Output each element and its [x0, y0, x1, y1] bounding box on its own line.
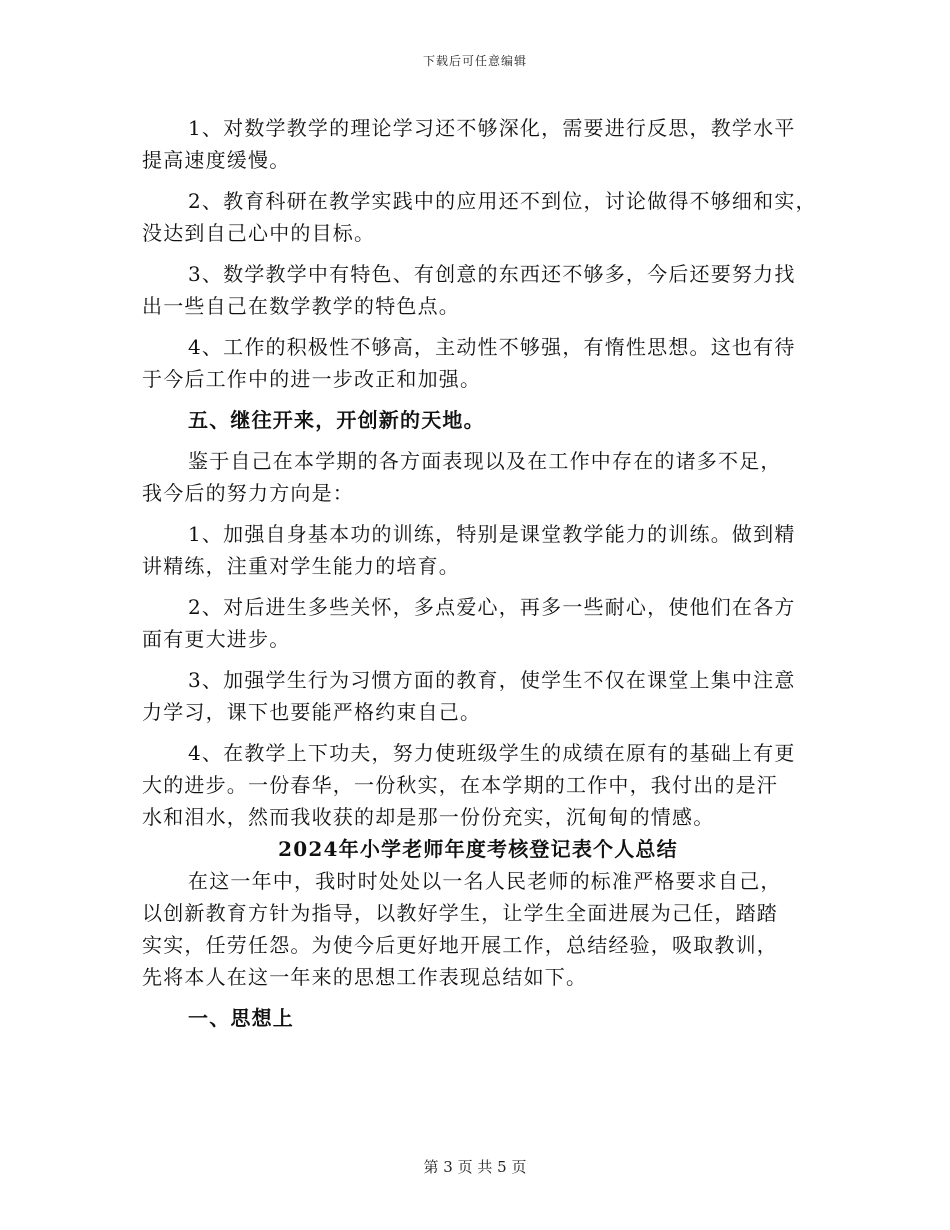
text-line: 4、在教学上下功夫，努力使班级学生的成绩在原有的基础上有更: [188, 741, 796, 765]
text-line: 水和泪水，然而我收获的却是那一份份充实，沉甸甸的情感。: [142, 805, 715, 829]
text-line: 先将本人在这一年来的思想工作表现总结如下。: [142, 965, 588, 989]
text-line: 力学习，课下也要能严格约束自己。: [142, 700, 482, 724]
text-line: 提高速度缓慢。: [142, 148, 291, 172]
page-footer: 第 3 页 共 5 页: [423, 1158, 527, 1176]
paragraph: [142, 865, 814, 993]
text-line: 在这一年中，我时时处处以一名人民老师的标准严格要求自己，: [188, 869, 782, 893]
text-line: 鉴于自己在本学期的各方面表现以及在工作中存在的诸多不足，: [188, 449, 782, 473]
paragraph: [142, 331, 814, 395]
text-line: 以创新教育方针为指导，以教好学生，让学生全面进展为己任，踏踏: [142, 901, 778, 925]
paragraph: [142, 258, 814, 322]
document-title: 2024年小学老师年度考核登记表个人总结: [278, 837, 678, 861]
page-header: 下载后可任意编辑: [422, 54, 527, 68]
paragraph: [142, 664, 814, 728]
text-line: 1、加强自身基本功的训练，特别是课堂教学能力的训练。做到精: [188, 522, 796, 546]
section-heading: 一、思想上: [188, 1006, 294, 1030]
document-body: [142, 112, 817, 1034]
text-line: 3、加强学生行为习惯方面的教育，使学生不仅在课堂上集中注意: [188, 668, 796, 692]
text-line: 4、工作的积极性不够高，主动性不够强，有惰性思想。这也有待: [188, 335, 796, 359]
text-line: 2、对后进生多些关怀，多点爱心，再多一些耐心，使他们在各方: [188, 595, 796, 619]
text-line: 1、对数学教学的理论学习还不够深化，需要进行反思，教学水平: [188, 116, 796, 140]
text-line: 实实，任劳任怨。为使今后更好地开展工作，总结经验，吸取教训，: [142, 933, 778, 957]
paragraph: [142, 518, 814, 582]
text-line: 面有更大进步。: [142, 627, 291, 651]
text-line: 出一些自己在数学教学的特色点。: [142, 294, 460, 318]
text-line: 没达到自己心中的目标。: [142, 221, 376, 245]
text-line: 我今后的努力方向是：: [142, 481, 354, 505]
text-line: 大的进步。一份春华，一份秋实，在本学期的工作中，我付出的是汗: [142, 773, 778, 797]
text-line: 2、教育科研在教学实践中的应用还不到位，讨论做得不够细和实，: [188, 189, 817, 213]
text-line: 于今后工作中的进一步改正和加强。: [142, 367, 482, 391]
paragraph: [142, 112, 814, 176]
paragraph: [142, 737, 814, 833]
text-line: 3、数学教学中有特色、有创意的东西还不够多，今后还要努力找: [188, 262, 796, 286]
paragraph: [142, 185, 817, 249]
paragraph: [142, 445, 814, 509]
section-heading: 五、继往开来，开创新的天地。: [188, 408, 485, 432]
paragraph: [142, 591, 814, 655]
text-line: 讲精练，注重对学生能力的培育。: [142, 554, 460, 578]
